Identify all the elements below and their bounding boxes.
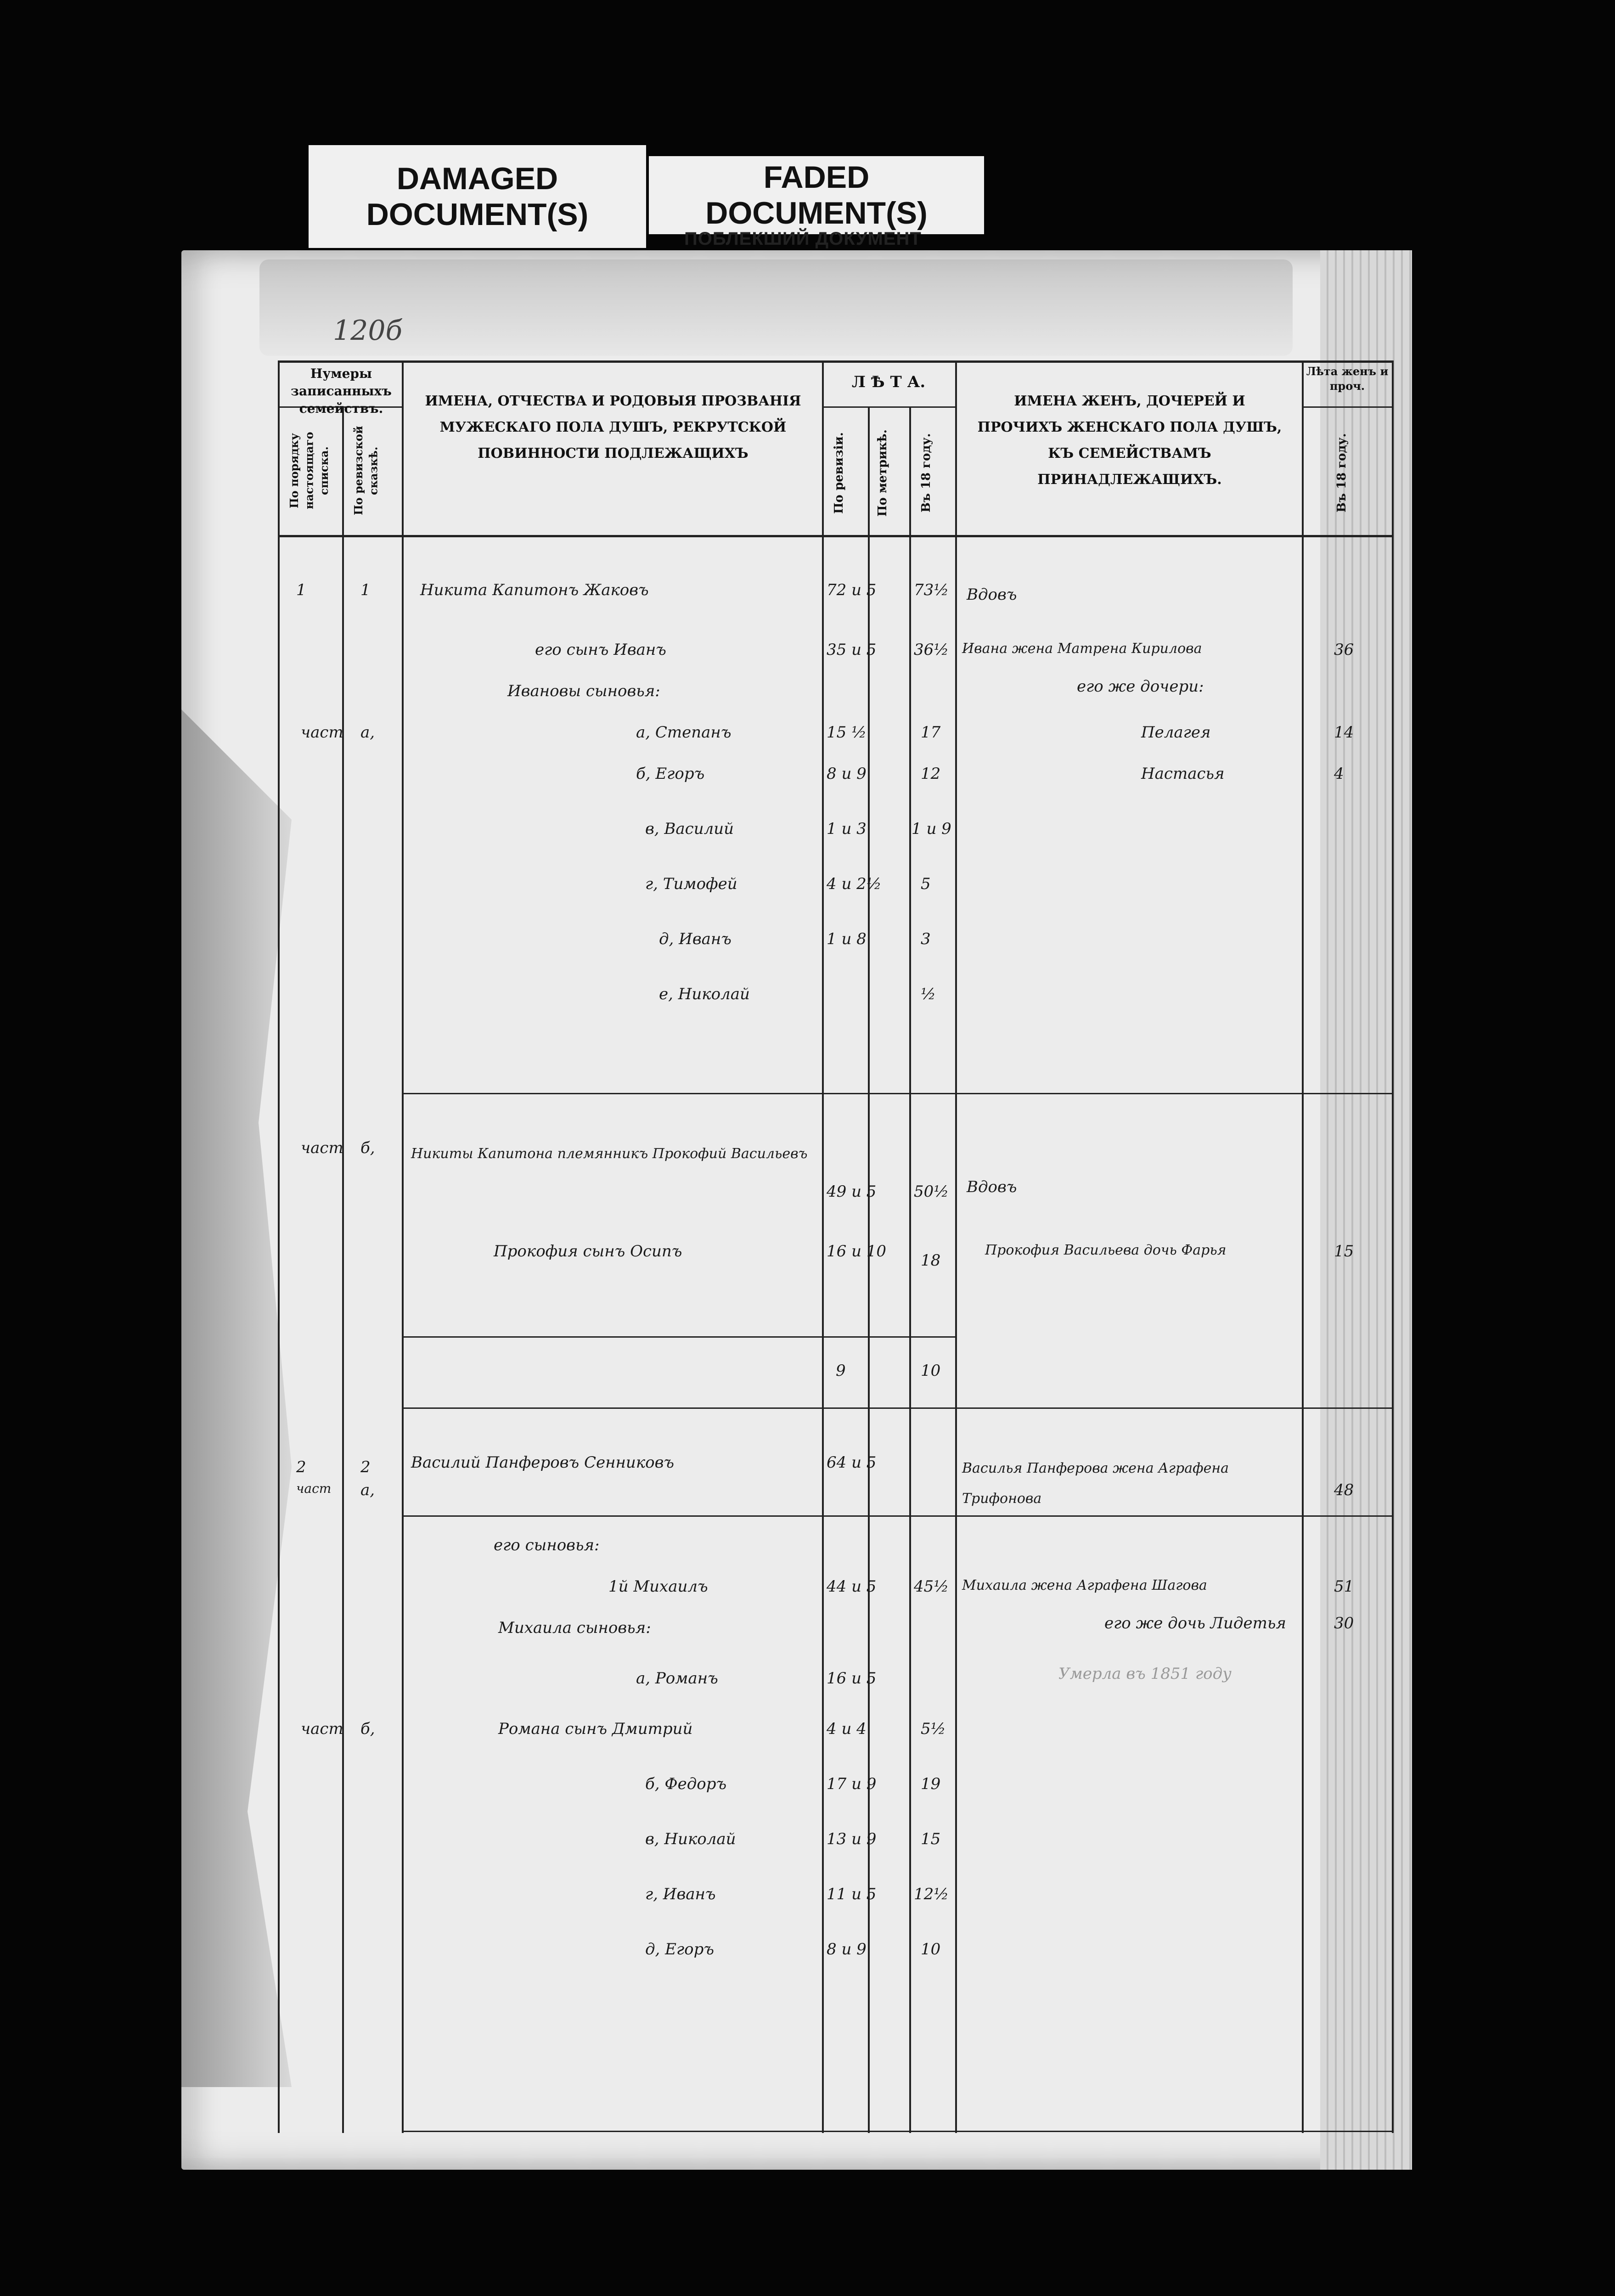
age-in-18: 10 <box>921 1362 941 1380</box>
male-name: г, Иванъ <box>645 1885 716 1903</box>
age-by-revision: 4 и 4 <box>827 1720 867 1738</box>
male-name: е, Николай <box>659 985 750 1003</box>
female-name: Василья Панферова жена Аграфена Трифонова <box>962 1460 1229 1507</box>
age-by-revision: 4 и 2½ <box>827 875 882 893</box>
male-name: Романа сынъ Дмитрий <box>498 1720 693 1738</box>
male-name: б, Егоръ <box>636 765 705 783</box>
family-revision-number: а, <box>360 1481 375 1499</box>
header-by-revision: По ревизской сказкѣ. <box>352 426 380 516</box>
age-in-18: 3 <box>921 930 931 948</box>
male-name: Василий Панферовъ Сенниковъ <box>411 1453 675 1472</box>
age-in-18: 12 <box>921 765 941 783</box>
family-revision-number: 1 <box>360 581 371 599</box>
male-name: б, Федоръ <box>645 1775 727 1793</box>
male-name: Ивановы сыновья: <box>507 682 660 700</box>
family-revision-number: а, <box>360 723 375 742</box>
header-female-in-18: Въ 18 году. <box>1335 433 1349 513</box>
age-in-18: 73½ <box>914 581 949 599</box>
female-age: 14 <box>1334 723 1354 742</box>
age-by-revision: 44 и 5 <box>827 1577 877 1596</box>
female-age: 48 <box>1334 1481 1354 1499</box>
male-name: д, Иванъ <box>659 930 732 948</box>
female-name: его же дочери: <box>1077 677 1204 696</box>
male-name: в, Николай <box>645 1830 736 1848</box>
age-by-revision: 16 и 5 <box>827 1669 877 1688</box>
male-name: Никита Капитонъ Жаковъ <box>420 581 649 599</box>
female-age: 4 <box>1334 765 1344 783</box>
male-name: д, Егоръ <box>645 1940 715 1958</box>
female-name: Вдовъ <box>967 1178 1017 1196</box>
age-by-revision: 13 и 9 <box>827 1830 877 1848</box>
age-by-revision: 8 и 9 <box>827 1940 867 1958</box>
header-age-by-revision: По ревизіи. <box>832 432 846 514</box>
female-note-faded: Умерла въ 1851 году <box>1058 1665 1232 1683</box>
male-name: его сыновья: <box>494 1536 600 1554</box>
family-revision-number: б, <box>360 1720 375 1738</box>
age-in-18: 12½ <box>914 1885 949 1903</box>
age-in-18: 1 и 9 <box>912 820 951 838</box>
age-in-18: 18 <box>921 1251 941 1270</box>
census-table <box>278 360 1394 2133</box>
age-by-revision: 49 и 5 <box>827 1182 877 1201</box>
faded-label-subtext: ПОБЛЕКШИЙ ДОКУМЕНТ <box>684 229 922 249</box>
family-revision-number: 2 <box>360 1458 371 1476</box>
header-female-ages: Лѣта женъ и проч. <box>1306 365 1389 393</box>
family-order-number: 2 <box>296 1458 306 1476</box>
header-by-order: По порядку настоящаго списка. <box>287 432 331 510</box>
age-in-18: 36½ <box>914 641 949 659</box>
damaged-label-text: DAMAGED DOCUMENT(S) <box>366 161 589 232</box>
female-name: Ивана жена Матрена Кирилова <box>962 641 1202 657</box>
male-name: г, Тимофей <box>645 875 737 893</box>
female-age: 36 <box>1334 641 1354 659</box>
female-name: Михаила жена Аграфена Шагова <box>962 1577 1207 1593</box>
page-number: 120б <box>333 315 403 347</box>
age-by-revision: 16 и 10 <box>827 1242 887 1261</box>
male-name: а, Степанъ <box>636 723 732 742</box>
page-stain <box>259 259 1293 356</box>
header-age-by-metric: По метрикѣ. <box>876 429 889 517</box>
ledger-page <box>181 250 1412 2170</box>
age-by-revision: 9 <box>836 1362 846 1380</box>
family-order-number: 1 <box>296 581 306 599</box>
faded-label-text: FADED DOCUMENT(S) <box>705 160 928 231</box>
male-name: Никиты Капитона племянникъ Прокофий Васильевъ <box>411 1146 808 1162</box>
age-in-18: 5 <box>921 875 931 893</box>
male-name: Михаила сыновья: <box>498 1619 651 1637</box>
header-years: Л Ѣ Т А. <box>851 373 926 391</box>
age-in-18: 45½ <box>914 1577 949 1596</box>
header-female-names: ИМЕНА ЖЕНЪ, ДОЧЕРЕЙ И ПРОЧИХЪ ЖЕНСКАГО ПОЛА ДУШЪ, КЪ СЕМЕЙСТВАМЪ ПРИНАДЛЕЖАЩИХЪ. <box>977 393 1282 488</box>
male-name: его сынъ Иванъ <box>535 641 666 659</box>
damaged-document-label <box>309 145 646 248</box>
male-name: Прокофия сынъ Осипъ <box>494 1242 682 1261</box>
female-name: его же дочь Лидетья <box>1104 1614 1286 1632</box>
age-in-18: 19 <box>921 1775 941 1793</box>
age-by-revision: 1 и 8 <box>827 930 867 948</box>
age-by-revision: 1 и 3 <box>827 820 867 838</box>
family-order-number: част <box>301 1720 343 1738</box>
female-name: Вдовъ <box>967 585 1017 604</box>
age-in-18: 50½ <box>914 1182 949 1201</box>
age-by-revision: 15 ½ <box>827 723 867 742</box>
family-order-number: част <box>301 723 343 742</box>
family-order-number: част <box>296 1481 332 1496</box>
header-male-names: ИМЕНА, ОТЧЕСТВА И РОДОВЫЯ ПРОЗВАНІЯ МУЖЕСКАГО ПОЛА ДУШЪ, РЕКРУТСКОЙ ПОВИННОСТИ ПОДЛЕЖАЩИХЪ <box>425 393 801 461</box>
age-in-18: 17 <box>921 723 941 742</box>
age-in-18: 15 <box>921 1830 941 1848</box>
male-name: 1й Михаилъ <box>608 1577 708 1596</box>
age-by-revision: 72 и 5 <box>827 581 877 599</box>
faded-document-label <box>649 156 984 234</box>
female-age: 51 <box>1334 1577 1354 1596</box>
age-in-18: ½ <box>921 985 936 1003</box>
female-name: Прокофия Васильева дочь Фарья <box>985 1242 1227 1258</box>
family-revision-number: б, <box>360 1139 375 1157</box>
age-by-revision: 11 и 5 <box>827 1885 877 1903</box>
female-name: Пелагея <box>1141 723 1211 742</box>
age-in-18: 10 <box>921 1940 941 1958</box>
age-by-revision: 8 и 9 <box>827 765 867 783</box>
female-age: 15 <box>1334 1242 1354 1261</box>
torn-edge <box>181 709 292 2087</box>
male-name: а, Романъ <box>636 1669 718 1688</box>
header-age-in-18: Въ 18 году. <box>919 433 933 513</box>
family-order-number: част <box>301 1139 343 1157</box>
age-in-18: 5½ <box>921 1720 946 1738</box>
age-by-revision: 64 и 5 <box>827 1453 877 1472</box>
age-by-revision: 35 и 5 <box>827 641 877 659</box>
female-name: Настасья <box>1141 765 1225 783</box>
header-family-numbers: Нумеры записанныхъ семействъ. <box>291 366 392 416</box>
age-by-revision: 17 и 9 <box>827 1775 877 1793</box>
male-name: в, Василий <box>645 820 734 838</box>
female-age: 30 <box>1334 1614 1354 1632</box>
